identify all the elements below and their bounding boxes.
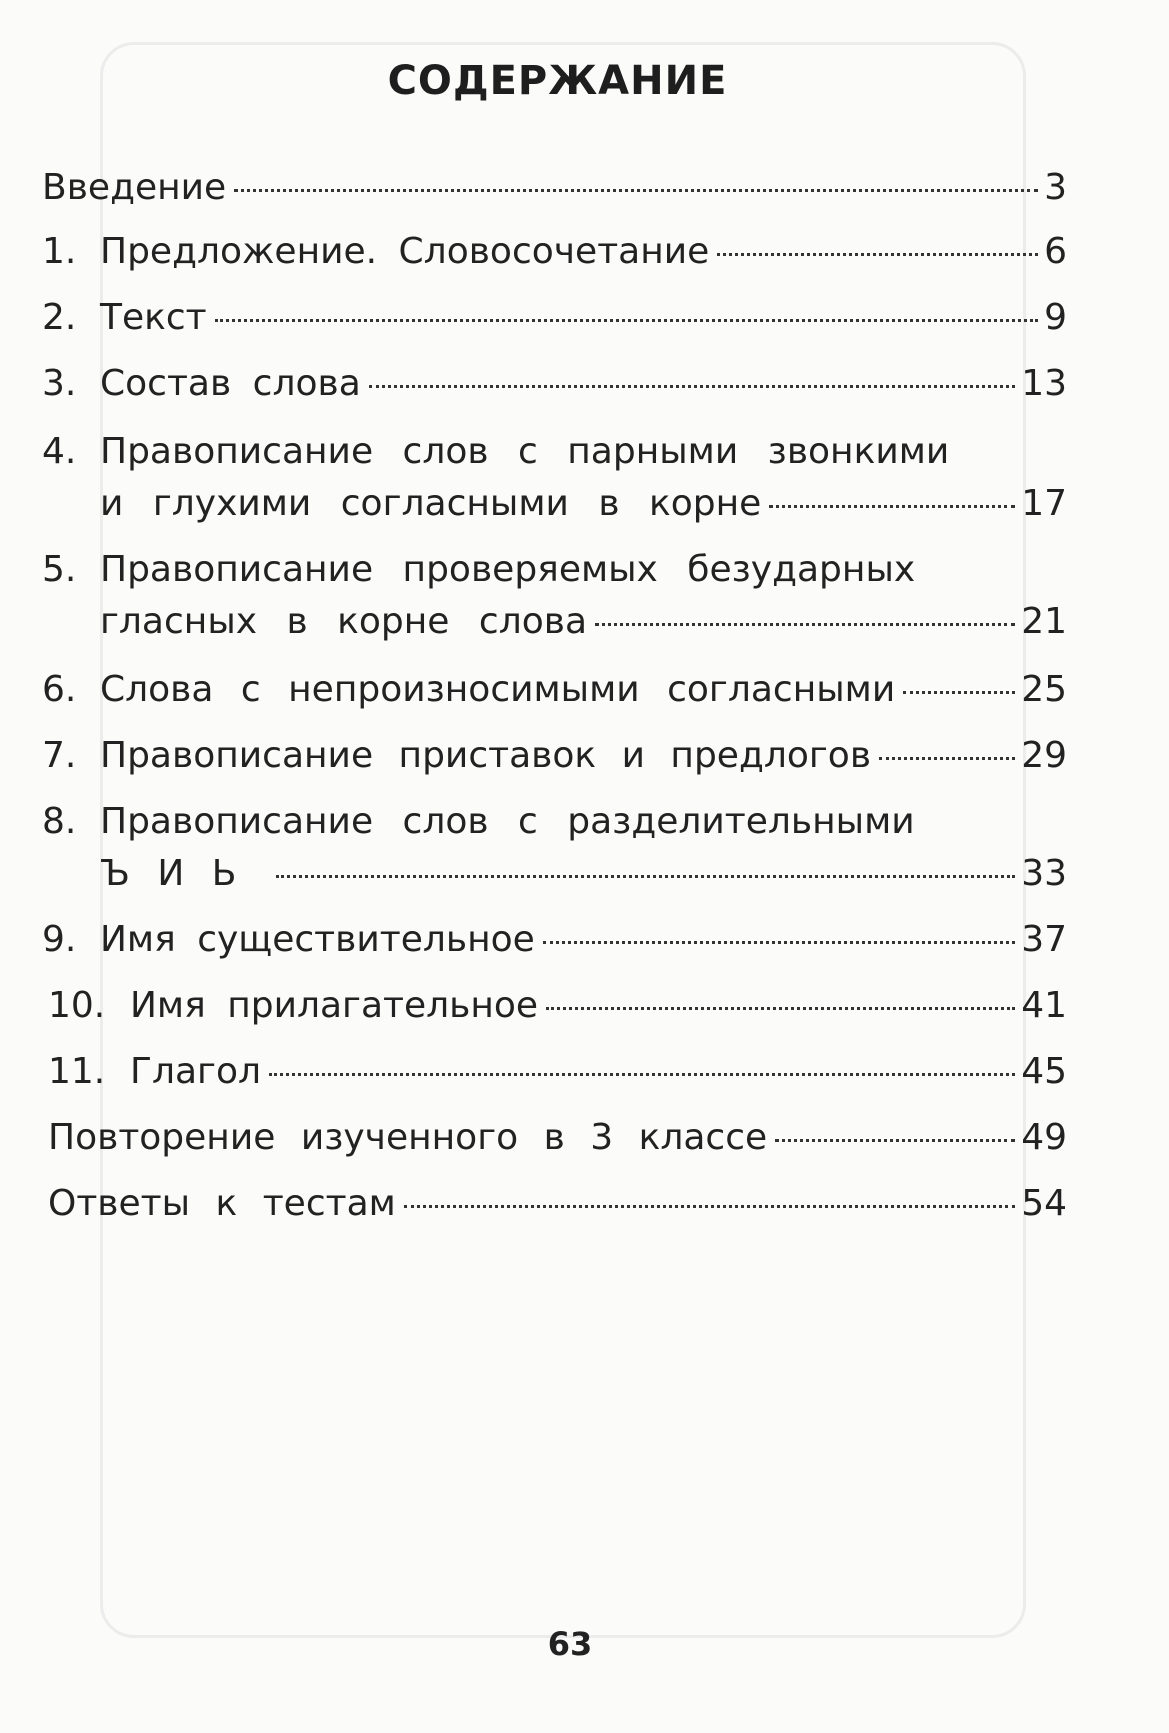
toc-entry-3[interactable] xyxy=(42,362,1067,406)
toc-entry-title: Правописание слов с разделительными xyxy=(100,801,915,842)
toc-entry-page: 21 xyxy=(1021,601,1067,642)
toc-entry-8-first-line[interactable] xyxy=(42,800,915,844)
toc-entry-title: Глагол xyxy=(130,1051,261,1092)
toc-entry-page: 37 xyxy=(1021,919,1067,960)
dot-leader xyxy=(717,251,1038,256)
dot-leader xyxy=(769,503,1015,508)
toc-entry-title: Правописание проверяемых безударных xyxy=(100,549,916,590)
toc-entry-number: 9. xyxy=(42,919,77,960)
toc-entry-page: 9 xyxy=(1044,297,1067,338)
dot-leader xyxy=(269,1071,1015,1076)
toc-entry-2[interactable] xyxy=(42,296,1067,340)
toc-entry-page: 45 xyxy=(1021,1051,1067,1092)
dot-leader xyxy=(369,383,1015,388)
page-title: СОДЕРЖАНИЕ xyxy=(387,58,728,104)
toc-entry-title: Введение xyxy=(42,167,227,208)
toc-entry-1[interactable] xyxy=(42,230,1067,274)
dot-leader xyxy=(546,1005,1015,1010)
dot-leader xyxy=(215,317,1038,322)
toc-entry-page: 25 xyxy=(1021,669,1067,710)
dot-leader xyxy=(543,939,1015,944)
toc-entry-title: Повторение изученного в 3 классе xyxy=(48,1117,768,1158)
toc-entry-title-continuation: гласных в корне слова xyxy=(100,601,588,642)
toc-entry-7[interactable] xyxy=(42,734,1067,778)
dot-leader xyxy=(903,689,1015,694)
toc-entry-page: 29 xyxy=(1021,735,1067,776)
toc-entry-title: Правописание слов с парными звонкими xyxy=(100,431,950,472)
toc-entry-8-second-line[interactable] xyxy=(100,852,1067,896)
toc-entry-number: 1. xyxy=(42,231,77,272)
toc-entry-title: Ответы к тестам xyxy=(48,1183,396,1224)
toc-entry-title: Правописание приставок и предлогов xyxy=(100,735,872,776)
toc-entry-10[interactable] xyxy=(48,984,1067,1028)
toc-entry-11[interactable] xyxy=(48,1050,1067,1094)
toc-entry-page: 6 xyxy=(1044,231,1067,272)
toc-entry-9[interactable] xyxy=(42,918,1067,962)
toc-entry-title: Текст xyxy=(100,297,207,338)
toc-entry-number: 8. xyxy=(42,801,77,842)
dot-leader xyxy=(276,873,1015,878)
toc-entry-page: 49 xyxy=(1021,1117,1067,1158)
toc-entry-review[interactable] xyxy=(48,1116,1067,1160)
dot-leader xyxy=(775,1137,1015,1142)
toc-entry-page: 17 xyxy=(1021,483,1067,524)
toc-entry-5-first-line[interactable] xyxy=(42,548,915,592)
toc-entry-page: 13 xyxy=(1021,363,1067,404)
toc-entry-page: 41 xyxy=(1021,985,1067,1026)
dot-leader xyxy=(879,755,1015,760)
toc-entry-5-second-line[interactable] xyxy=(100,600,1067,644)
toc-entry-introduction[interactable] xyxy=(42,166,1067,210)
toc-entry-title-continuation: и глухими согласными в корне xyxy=(100,483,762,524)
toc-entry-number: 2. xyxy=(42,297,77,338)
dot-leader xyxy=(234,187,1038,192)
dot-leader xyxy=(404,1203,1015,1208)
toc-entry-title: Имя прилагательное xyxy=(130,985,539,1026)
toc-entry-number: 5. xyxy=(42,549,77,590)
toc-entry-title: Имя существительное xyxy=(100,919,535,960)
toc-entry-title: Слова с непроизносимыми согласными xyxy=(100,669,896,710)
toc-entry-title: Предложение. Словосочетание xyxy=(100,231,710,272)
dot-leader xyxy=(595,621,1015,626)
toc-entry-4-first-line[interactable] xyxy=(42,430,949,474)
toc-entry-number: 6. xyxy=(42,669,77,710)
toc-entry-6[interactable] xyxy=(42,668,1067,712)
toc-entry-number: 10. xyxy=(48,985,106,1026)
toc-entry-4-second-line[interactable] xyxy=(100,482,1067,526)
toc-entry-title: Состав слова xyxy=(100,363,361,404)
toc-entry-number: 11. xyxy=(48,1051,106,1092)
toc-entry-page: 54 xyxy=(1021,1183,1067,1224)
toc-entry-number: 4. xyxy=(42,431,77,472)
page-number: 63 xyxy=(547,1625,593,1663)
toc-entry-page: 3 xyxy=(1044,167,1067,208)
toc-entry-title-continuation: Ъ И Ь xyxy=(100,853,237,894)
toc-entry-number: 3. xyxy=(42,363,77,404)
toc-entry-number: 7. xyxy=(42,735,77,776)
toc-entry-answers[interactable] xyxy=(48,1182,1067,1226)
toc-entry-page: 33 xyxy=(1021,853,1067,894)
